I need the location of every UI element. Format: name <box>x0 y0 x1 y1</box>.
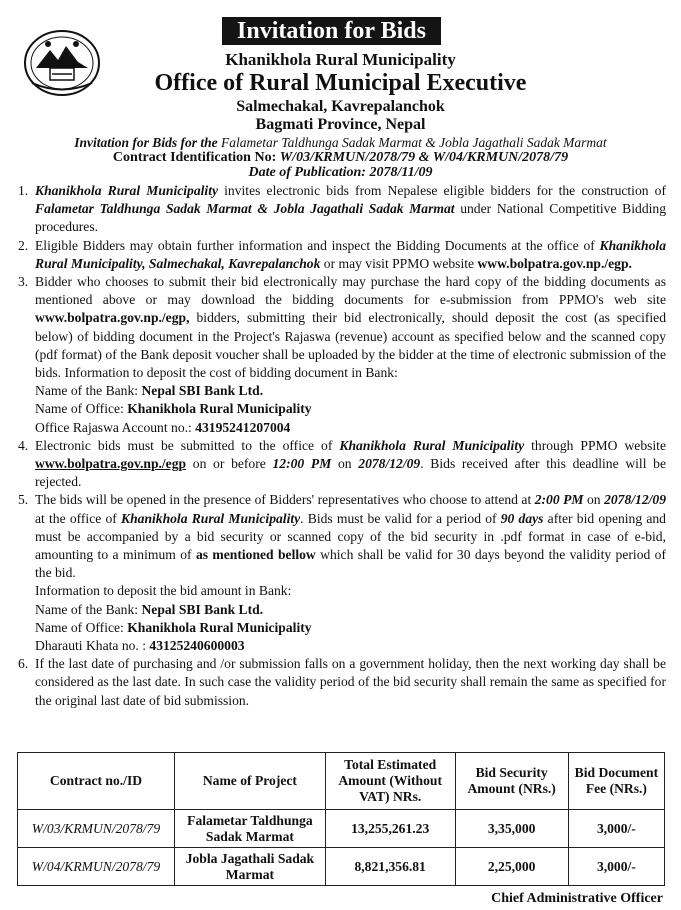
list-item <box>18 437 666 492</box>
inline-text: bidders, submitting their bid electronically, should deposit the cost (as specified below) of bidding document in the Project's Rajaswa (revenue) account as specified below and the scanned copy (pdf format) of the Bank deposit voucher shall be uploaded by the bidder at the time of electronic submission of the bids. Information to deposit the cost of bidding document in Bank: <box>35 310 666 381</box>
invitation-projects: Falametar Taldhunga Sadak Marmat & Jobla Jagathali Sadak Marmat <box>220 135 607 150</box>
label: Name of Office: <box>35 619 128 635</box>
column-header: Bid Document Fee (NRs.) <box>568 753 664 810</box>
inline-text: Khanikhola Rural Municipality <box>35 183 219 198</box>
inline-text: Falametar Taldhunga Sadak Marmat & Jobla Jagathali Sadak Marmat <box>35 201 455 217</box>
notice-body <box>18 182 666 710</box>
account-number: 43195241207004 <box>195 419 291 435</box>
office-location: Salmechakal, Kavrepalanchok <box>236 98 445 115</box>
contract-ids: W/03/KRMUN/2078/79 & W/04/KRMUN/2078/79 <box>279 150 569 165</box>
bank-info <box>18 382 666 437</box>
table-cell: W/03/KRMUN/2078/79 <box>18 810 175 848</box>
table-cell: 8,821,356.81 <box>325 848 455 886</box>
item-number: 3. <box>18 274 29 290</box>
inline-text: . Bids received after this deadline will be rejected. <box>35 456 666 490</box>
label: Office Rajaswa Account no.: <box>35 419 196 435</box>
inline-text: as mentioned bellow <box>195 547 316 563</box>
website-link[interactable]: www.bolpatra.gov.np./egp. <box>477 255 632 271</box>
inline-text: Khanikhola Rural Municipality, Salmechakal, Kavrepalanchok <box>35 237 666 271</box>
province-name: Bagmati Province, Nepal <box>255 116 426 133</box>
inline-text: or may visit PPMO website <box>320 255 478 271</box>
invitation-line <box>0 135 681 151</box>
table-cell: Jobla Jagathali Sadak Marmat <box>174 848 325 886</box>
office-name: Khanikhola Rural Municipality <box>127 619 312 635</box>
inline-text: 90 days <box>500 510 544 526</box>
list-item <box>18 182 666 237</box>
inline-text: on <box>583 492 605 508</box>
contract-id-line <box>0 150 681 166</box>
item-number: 6. <box>18 656 29 672</box>
table-cell: Falametar Taldhunga Sadak Marmat <box>174 810 325 848</box>
office-name: Khanikhola Rural Municipality <box>127 401 312 417</box>
column-header: Contract no./ID <box>18 753 175 810</box>
inline-text: 2078/12/09 <box>358 456 421 472</box>
bank-name: Nepal SBI Bank Ltd. <box>141 601 264 617</box>
publication-date: Date of Publication: 2078/11/09 <box>248 165 433 180</box>
label: Name of the Bank: <box>35 601 142 617</box>
label: Name of the Bank: <box>35 383 142 399</box>
list-item <box>18 491 666 582</box>
info-line: Information to deposit the bid amount in Bank: <box>35 583 292 599</box>
inline-text: invites electronic bids from Nepalese eligible bidders for the construction of <box>218 183 667 198</box>
table-cell: 13,255,261.23 <box>325 810 455 848</box>
inline-text: Khanikhola Rural Municipality <box>121 510 301 526</box>
table-cell: 2,25,000 <box>455 848 568 886</box>
inline-text: through PPMO website <box>524 437 666 453</box>
column-header: Bid Security Amount (NRs.) <box>455 753 568 810</box>
item-number: 2. <box>18 237 29 253</box>
inline-text: under National Competitive Bidding procedures. <box>35 201 666 235</box>
column-header: Total Estimated Amount (Without VAT) NRs. <box>325 753 455 810</box>
inline-text: Khanikhola Rural Municipality <box>339 437 525 453</box>
banner-title: Invitation for Bids <box>222 17 441 45</box>
inline-text: at the office of <box>35 510 122 526</box>
list-item <box>18 655 666 710</box>
table-cell: 3,000/- <box>568 810 664 848</box>
table-cell: 3,000/- <box>568 848 664 886</box>
bank-name: Nepal SBI Bank Ltd. <box>141 383 264 399</box>
website-link[interactable]: www.bolpatra.gov.np./egp <box>35 456 187 472</box>
inline-text: on <box>331 456 359 472</box>
label: Dharauti Khata no. : <box>35 638 150 654</box>
inline-text: Electronic bids must be submitted to the office of <box>35 437 340 453</box>
list-item <box>18 273 666 382</box>
item-number: 4. <box>18 437 29 453</box>
inline-text: which shall be valid for 30 days beyond the validity period of the bid. <box>35 547 667 581</box>
municipality-name: Khanikhola Rural Municipality <box>225 50 456 69</box>
inline-text: 2:00 PM <box>534 492 584 508</box>
inline-text: 12:00 PM <box>272 456 332 472</box>
item-number: 1. <box>18 183 29 198</box>
column-header: Name of Project <box>174 753 325 810</box>
office-name: Office of Rural Municipal Executive <box>154 70 527 96</box>
inline-text: on or before <box>186 456 273 472</box>
inline-text: Eligible Bidders may obtain further information and inspect the Bidding Documents at the office of <box>35 237 600 253</box>
table-row <box>18 810 665 848</box>
bank-info <box>18 582 666 655</box>
contract-label: Contract Identification No: <box>112 150 277 165</box>
account-number: 43125240600003 <box>149 638 245 654</box>
inline-text: If the last date of purchasing and /or submission falls on a government holiday, then the next working day shall be considered as the last date. In such case the validity period of the bid security shall remain the same as specified for the original last date of bid submission. <box>35 656 666 708</box>
signatory-title: Chief Administrative Officer <box>491 891 663 906</box>
bids-table <box>17 752 665 886</box>
item-number: 5. <box>18 492 29 508</box>
inline-text: The bids will be opened in the presence of Bidders' representatives who choose to attend at <box>35 492 535 508</box>
table-cell: W/04/KRMUN/2078/79 <box>18 848 175 886</box>
inline-text: 2078/12/09 <box>604 492 666 508</box>
inline-text: . Bids must be valid for a period of <box>300 510 501 526</box>
table-cell: 3,35,000 <box>455 810 568 848</box>
inline-text: Bidder who chooses to submit their bid electronically may purchase the hard copy of the bidding documents as mentioned above or may download the bidding documents for e-submission from PPMO's web site <box>35 274 666 308</box>
inline-text: after bid opening and must be accompanied by a bid security or scanned copy of the bid security in .pdf format in case of e-bid, amounting to a minimum of <box>35 510 666 563</box>
invitation-prefix: Invitation for Bids for the <box>74 135 218 150</box>
table-header-row <box>18 753 665 810</box>
table-row <box>18 848 665 886</box>
label: Name of Office: <box>35 401 128 417</box>
website-link[interactable]: www.bolpatra.gov.np./egp, <box>35 310 190 326</box>
list-item <box>18 237 666 273</box>
